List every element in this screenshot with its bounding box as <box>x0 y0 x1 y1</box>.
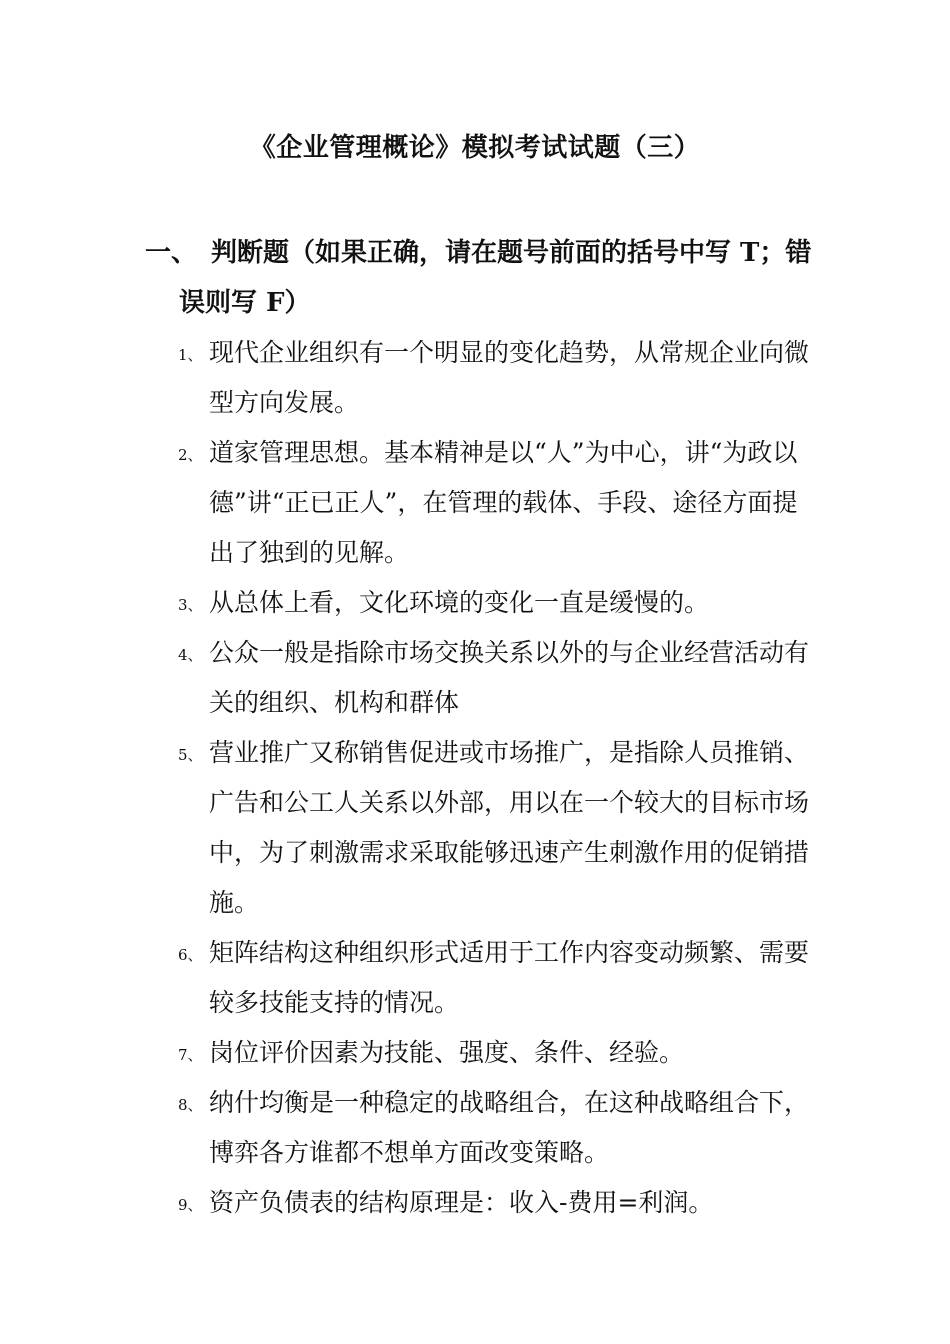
question-item <box>145 428 815 578</box>
question-text: 公众一般是指除市场交换关系以外的与企业经营活动有关的组织、机构和群体 <box>209 638 810 717</box>
section-number: 一、 <box>145 238 198 268</box>
question-number: 3、 <box>178 596 203 614</box>
question-number: 2、 <box>178 446 203 464</box>
document-title: 《企业管理概论》模拟考试试题（三） <box>249 133 701 163</box>
section-judgment <box>145 228 815 1228</box>
question-item <box>145 1178 815 1228</box>
question-number: 1、 <box>178 346 203 364</box>
question-item <box>145 728 815 928</box>
question-item <box>145 578 815 628</box>
question-text: 矩阵结构这种组织形式适用于工作内容变动频繁、需要较多技能支持的情况。 <box>209 938 810 1017</box>
question-number: 4、 <box>178 646 203 664</box>
question-text: 现代企业组织有一个明显的变化趋势，从常规企业向微型方向发展。 <box>209 338 810 417</box>
question-item <box>145 328 815 428</box>
question-number: 6、 <box>178 946 203 964</box>
question-number: 9、 <box>178 1196 203 1214</box>
question-list <box>145 328 815 1228</box>
question-item <box>145 1028 815 1078</box>
section-heading-text: 判断题（如果正确，请在题号前面的括号中写 T；错误则写 F） <box>179 238 812 318</box>
question-text: 营业推广又称销售促进或市场推广，是指除人员推销、广告和公工人关系以外部，用以在一个较大的目标市场中，为了刺激需求采取能够迅速产生刺激作用的促销措施。 <box>209 738 810 917</box>
section-heading <box>145 228 815 328</box>
question-item <box>145 628 815 728</box>
question-text: 从总体上看，文化环境的变化一直是缓慢的。 <box>209 588 710 617</box>
question-number: 7、 <box>178 1046 203 1064</box>
question-text: 纳什均衡是一种稳定的战略组合，在这种战略组合下，博弈各方谁都不想单方面改变策略。 <box>209 1088 810 1167</box>
question-item <box>145 1078 815 1178</box>
question-item <box>145 928 815 1028</box>
question-number: 8、 <box>178 1096 203 1114</box>
question-text: 资产负债表的结构原理是：收入-费用=利润。 <box>209 1188 714 1217</box>
question-text: 岗位评价因素为技能、强度、条件、经验。 <box>209 1038 685 1067</box>
question-number: 5、 <box>178 746 203 764</box>
question-text: 道家管理思想。基本精神是以“人”为中心，讲“为政以德”讲“正已正人”，在管理的载体、手段、途径方面提出了独到的见解。 <box>209 438 798 567</box>
